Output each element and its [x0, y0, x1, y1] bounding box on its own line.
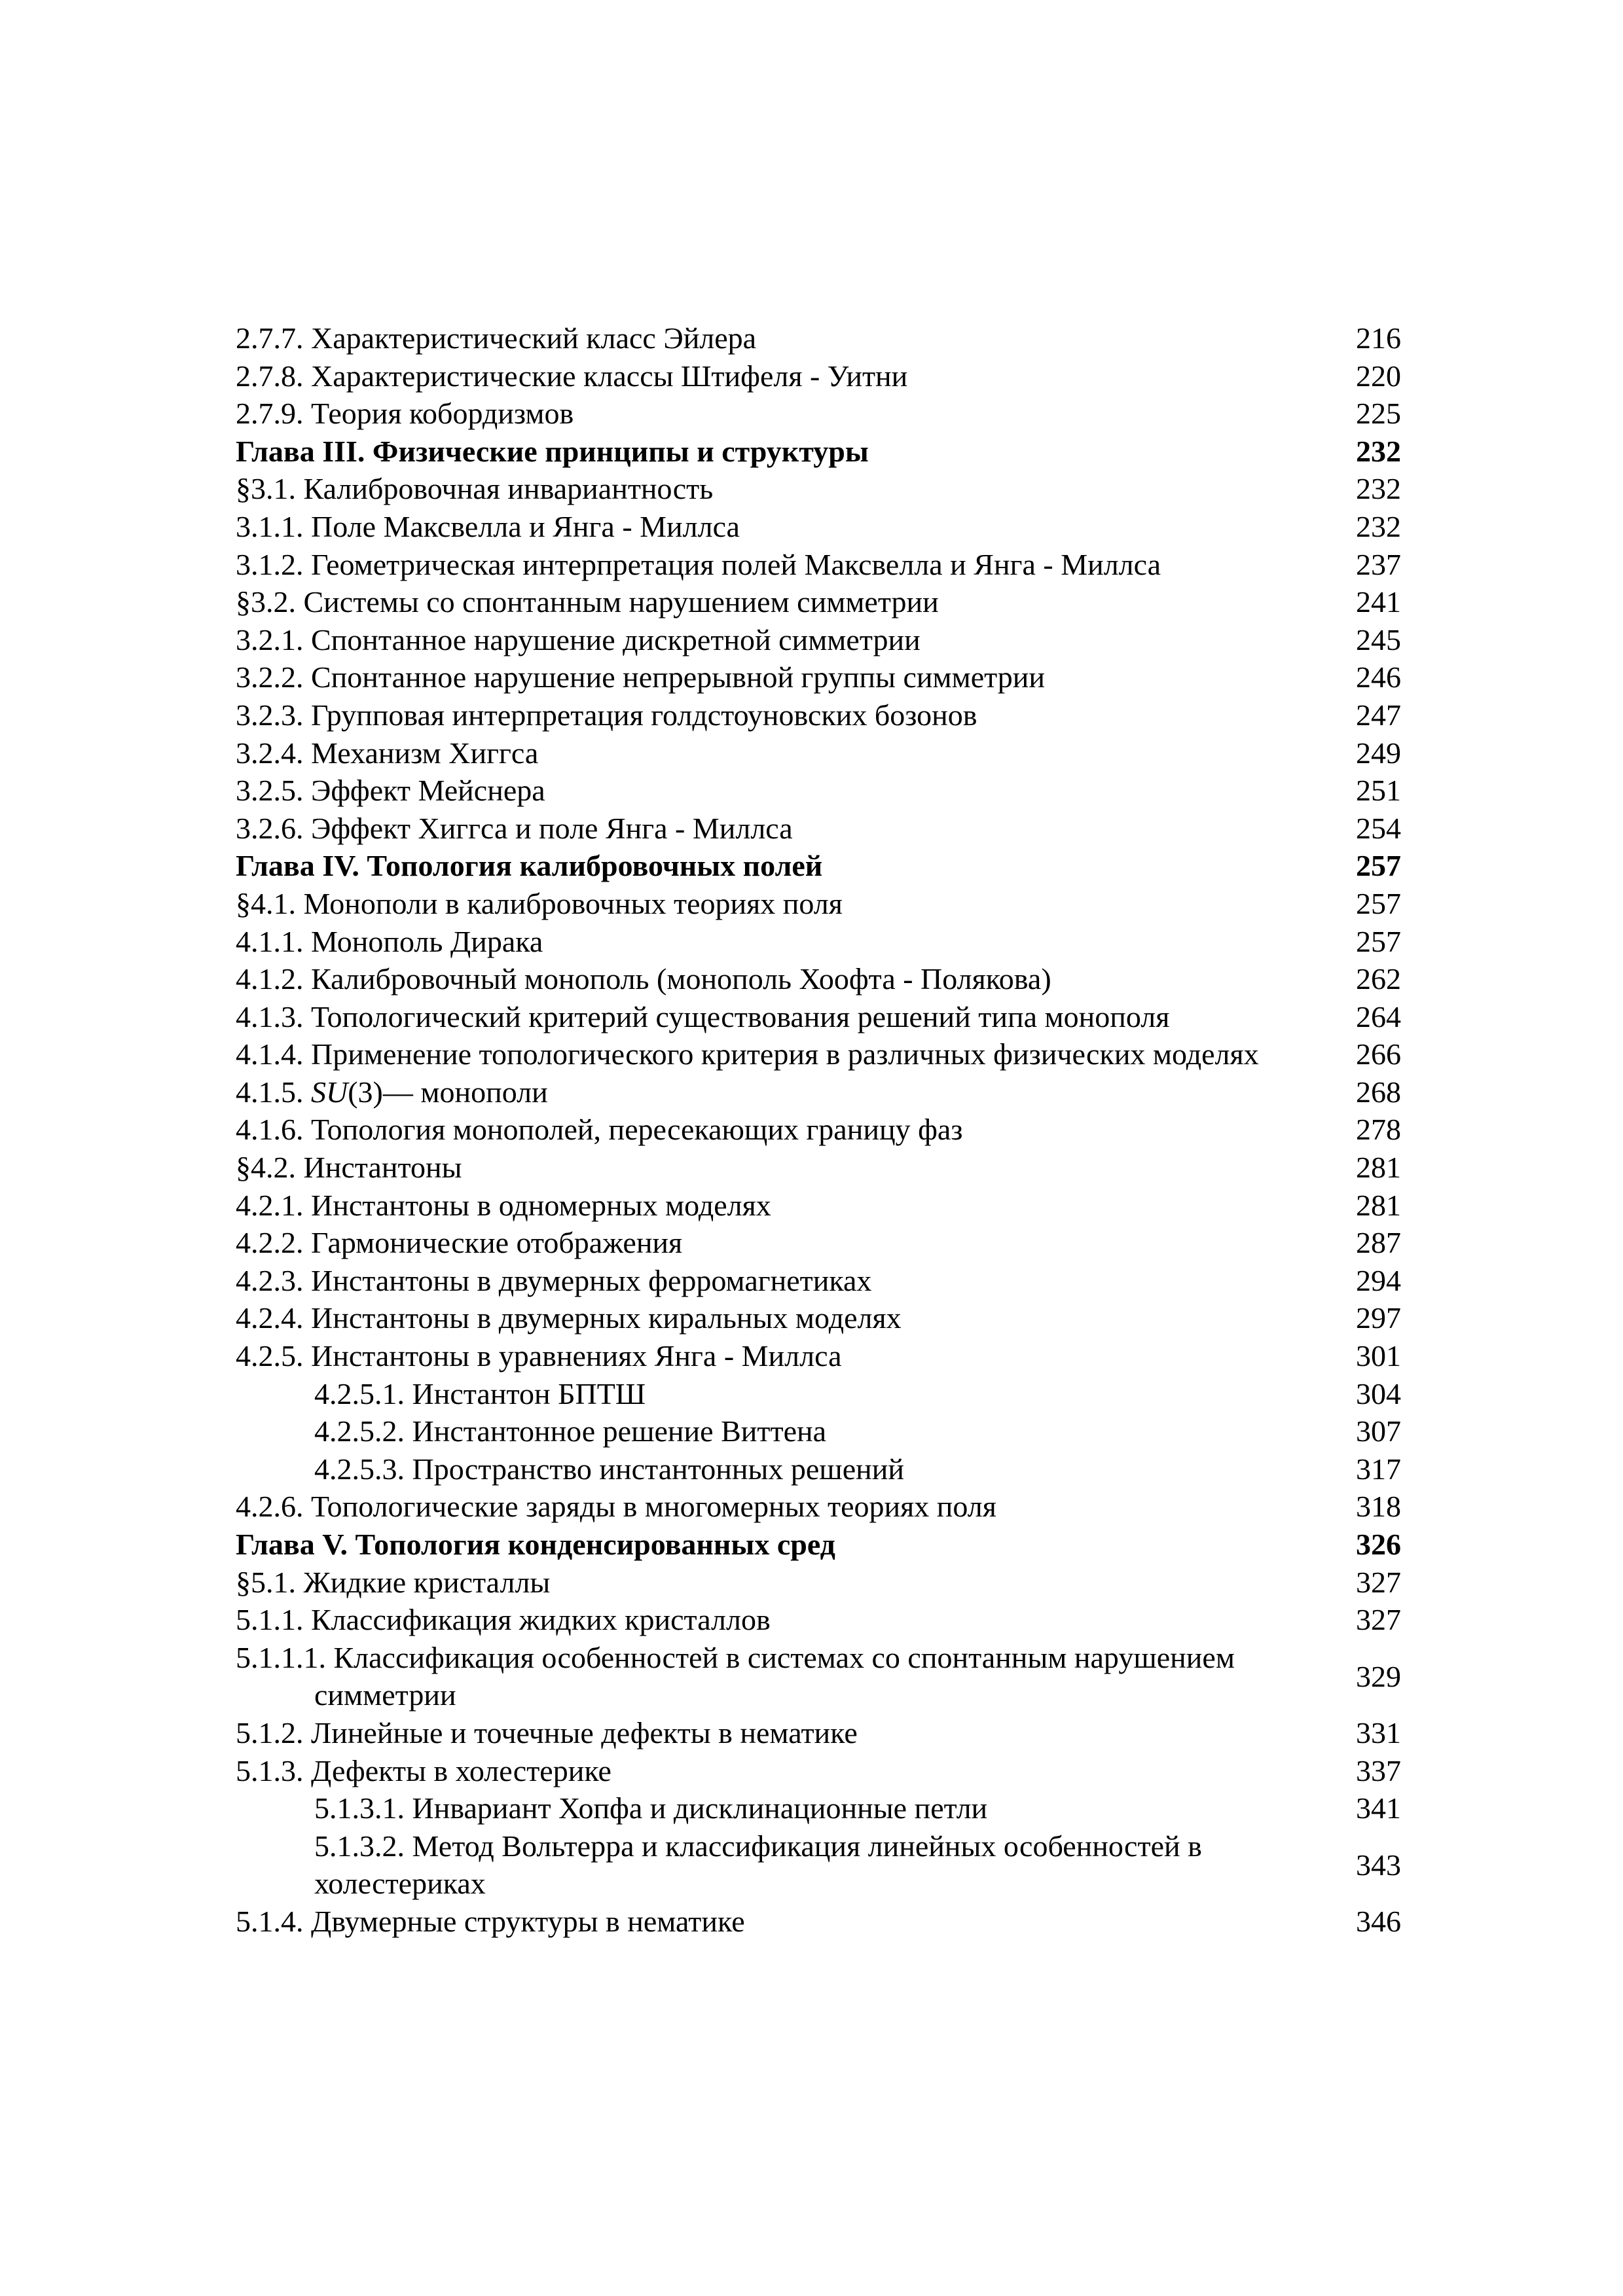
- toc-entry: [236, 1262, 1401, 1300]
- toc-entry-title: 2.7.8. Характеристические классы Штифеля - Уитни: [236, 359, 908, 393]
- toc-entry-page: 232: [1356, 472, 1401, 506]
- toc-entry-page: 232: [1356, 509, 1401, 543]
- toc-subentry: [236, 1375, 1401, 1413]
- toc-entry-title: 4.1.3. Топологический критерий существования решений типа монополя: [236, 999, 1170, 1033]
- toc-entry: [236, 810, 1401, 848]
- toc-chapter: [236, 847, 1401, 885]
- toc-entry-page: 247: [1356, 698, 1401, 732]
- toc-entry-page: 281: [1356, 1151, 1401, 1185]
- toc-entry-title: 3.1.2. Геометрическая интерпретация полей Максвелла и Янга - Миллса: [236, 547, 1161, 581]
- toc-chapter-title: Глава III. Физические принципы и структуры: [236, 434, 869, 468]
- toc-entry-title: 5.1.4. Двумерные структуры в нематике: [236, 1904, 745, 1938]
- toc-entry: [236, 470, 1401, 508]
- toc-entry-title: 3.2.4. Механизм Хиггса: [236, 736, 539, 770]
- toc-entry: [236, 1035, 1401, 1073]
- toc-entry: [236, 1149, 1401, 1187]
- toc-subentry-title: 4.2.5.3. Пространство инстантонных решений: [314, 1452, 904, 1486]
- toc-entry: [236, 923, 1401, 961]
- toc-subentry-title: 4.2.5.2. Инстантонное решение Виттена: [314, 1414, 827, 1448]
- toc-entry-page: 337: [1356, 1753, 1401, 1787]
- toc-entry-page: 254: [1356, 811, 1401, 845]
- toc-entry-page: 327: [1356, 1565, 1401, 1599]
- toc-entry-title: 5.1.2. Линейные и точечные дефекты в нематике: [236, 1715, 858, 1749]
- table-of-contents: [236, 319, 1401, 1941]
- toc-entry-title-italic: SU: [311, 1075, 348, 1109]
- toc-entry-page: 331: [1356, 1715, 1401, 1749]
- toc-entry-page: 251: [1356, 774, 1401, 808]
- toc-entry-title: 4.2.4. Инстантоны в двумерных киральных моделях: [236, 1301, 902, 1335]
- toc-entry: [236, 395, 1401, 433]
- toc-entry-title: 4.2.3. Инстантоны в двумерных ферромагнетиках: [236, 1263, 872, 1297]
- toc-entry-title: 3.2.5. Эффект Мейснера: [236, 774, 545, 808]
- toc-chapter-page: 326: [1356, 1528, 1401, 1561]
- toc-entry: [236, 998, 1401, 1036]
- toc-entry: [236, 658, 1401, 696]
- toc-entry: [236, 1224, 1401, 1262]
- toc-entry-page: 237: [1356, 547, 1401, 581]
- toc-entry: [236, 1752, 1401, 1790]
- toc-entry-page: 329: [1356, 1659, 1401, 1693]
- toc-entry-page: 266: [1356, 1037, 1401, 1071]
- toc-entry-title: 2.7.9. Теория кобордизмов: [236, 397, 574, 431]
- toc-entry: [236, 1564, 1401, 1602]
- toc-entry-page: 246: [1356, 660, 1401, 694]
- toc-entry-page: 216: [1356, 321, 1401, 355]
- toc-entry-title: §5.1. Жидкие кристаллы: [236, 1565, 551, 1599]
- toc-subentry-title: 5.1.3.2. Метод Вольтерра и классификация линейных особенностей в холестериках: [314, 1829, 1202, 1901]
- toc-entry-title: 3.2.2. Спонтанное нарушение непрерывной группы симметрии: [236, 660, 1046, 694]
- toc-entry-title: 4.1.6. Топология монополей, пересекающих границу фаз: [236, 1113, 963, 1147]
- toc-subentry: [236, 1412, 1401, 1450]
- toc-chapter: [236, 1526, 1401, 1564]
- toc-entry-title: 4.2.2. Гармонические отображения: [236, 1226, 683, 1260]
- toc-entry-page: 301: [1356, 1339, 1401, 1373]
- toc-entry-title: §4.2. Инстантоны: [236, 1151, 462, 1185]
- toc-entry-title: 5.1.1. Классификация жидких кристаллов: [236, 1603, 771, 1637]
- toc-subentry-page: 307: [1356, 1414, 1401, 1448]
- toc-entry: [236, 1903, 1401, 1941]
- toc-entry: [236, 546, 1401, 584]
- toc-entry-page: 297: [1356, 1301, 1401, 1335]
- toc-entry-title: 4.2.1. Инстантоны в одномерных моделях: [236, 1188, 771, 1222]
- toc-chapter-title: Глава IV. Топология калибровочных полей: [236, 849, 823, 883]
- toc-entry-title: 3.1.1. Поле Максвелла и Янга - Миллса: [236, 509, 740, 543]
- toc-entry-page: 346: [1356, 1904, 1401, 1938]
- toc-subentry: [236, 1789, 1401, 1827]
- toc-subentry: [236, 1450, 1401, 1488]
- toc-entry-title-suffix: (3)— монополи: [348, 1075, 548, 1109]
- toc-entry: [236, 1488, 1401, 1526]
- toc-entry: [236, 1714, 1401, 1752]
- toc-entry: [236, 696, 1401, 734]
- toc-entry-title: 3.2.1. Спонтанное нарушение дискретной симметрии: [236, 622, 921, 656]
- toc-entry: [236, 1601, 1401, 1639]
- toc-entry-page: 268: [1356, 1075, 1401, 1109]
- toc-chapter-page: 257: [1356, 849, 1401, 883]
- toc-entry: [236, 583, 1401, 621]
- toc-entry-title: 3.2.6. Эффект Хиггса и поле Янга - Миллса: [236, 811, 793, 845]
- toc-entry-page: 257: [1356, 924, 1401, 958]
- toc-subentry: [236, 1827, 1401, 1903]
- toc-entry-title: §3.2. Системы со спонтанным нарушением симметрии: [236, 585, 939, 619]
- toc-entry-page: 294: [1356, 1263, 1401, 1297]
- toc-entry-title: 4.2.6. Топологические заряды в многомерных теориях поля: [236, 1490, 996, 1524]
- toc-entry: [236, 960, 1401, 998]
- toc-entry-page: 257: [1356, 886, 1401, 920]
- toc-entry-title: §4.1. Монополи в калибровочных теориях поля: [236, 886, 843, 920]
- toc-entry: [236, 1073, 1401, 1111]
- toc-subentry-page: 304: [1356, 1376, 1401, 1410]
- toc-entry-page: 318: [1356, 1490, 1401, 1524]
- toc-entry: [236, 357, 1401, 395]
- toc-entry-page: 262: [1356, 962, 1401, 996]
- toc-entry-title-prefix: 4.1.5.: [236, 1075, 311, 1109]
- toc-entry-page: 264: [1356, 999, 1401, 1033]
- toc-entry: [236, 1187, 1401, 1225]
- toc-subentry-title: 5.1.3.1. Инвариант Хопфа и дисклинационные петли: [314, 1791, 988, 1825]
- toc-entry: [236, 319, 1401, 357]
- toc-entry-title: 4.2.5. Инстантоны в уравнениях Янга - Миллса: [236, 1339, 842, 1373]
- toc-entry: [236, 1111, 1401, 1149]
- toc-entry: [236, 508, 1401, 546]
- toc-entry: [236, 734, 1401, 772]
- toc-entry: [236, 1639, 1401, 1714]
- toc-entry-page: 220: [1356, 359, 1401, 393]
- toc-entry-title: 5.1.3. Дефекты в холестерике: [236, 1753, 611, 1787]
- toc-entry: [236, 772, 1401, 810]
- toc-entry-title: §3.1. Калибровочная инвариантность: [236, 472, 714, 506]
- toc-subentry-page: 341: [1356, 1791, 1401, 1825]
- toc-entry-title: 4.1.2. Калибровочный монополь (монополь Хоофта - Полякова): [236, 962, 1051, 996]
- toc-chapter-title: Глава V. Топология конденсированных сред: [236, 1528, 835, 1561]
- toc-entry-page: 249: [1356, 736, 1401, 770]
- toc-entry-page: 241: [1356, 585, 1401, 619]
- toc-entry-page: 287: [1356, 1226, 1401, 1260]
- toc-entry-page: 278: [1356, 1113, 1401, 1147]
- toc-subentry-title: 4.2.5.1. Инстантон БПТШ: [314, 1376, 646, 1410]
- toc-chapter-page: 232: [1356, 434, 1401, 468]
- toc-entry-title: 4.1.1. Монополь Дирака: [236, 924, 543, 958]
- toc-chapter: [236, 433, 1401, 471]
- toc-entry-title: 2.7.7. Характеристический класс Эйлера: [236, 321, 757, 355]
- toc-subentry-page: 317: [1356, 1452, 1401, 1486]
- toc-entry-page: 281: [1356, 1188, 1401, 1222]
- toc-entry-page: 245: [1356, 622, 1401, 656]
- toc-entry-title: [236, 1073, 1329, 1111]
- toc-entry: [236, 1337, 1401, 1375]
- toc-entry-page: 225: [1356, 397, 1401, 431]
- toc-subentry-page: 343: [1356, 1848, 1401, 1882]
- toc-entry: [236, 885, 1401, 923]
- toc-entry: [236, 1299, 1401, 1337]
- toc-entry-title: 4.1.4. Применение топологического критерия в различных физических моделях: [236, 1037, 1259, 1071]
- toc-entry-title: 5.1.1.1. Классификация особенностей в системах со спонтанным нарушением симметрии: [236, 1640, 1235, 1712]
- toc-entry-title: 3.2.3. Групповая интерпретация голдстоуновских бозонов: [236, 698, 977, 732]
- toc-entry-page: 327: [1356, 1603, 1401, 1637]
- toc-entry: [236, 621, 1401, 659]
